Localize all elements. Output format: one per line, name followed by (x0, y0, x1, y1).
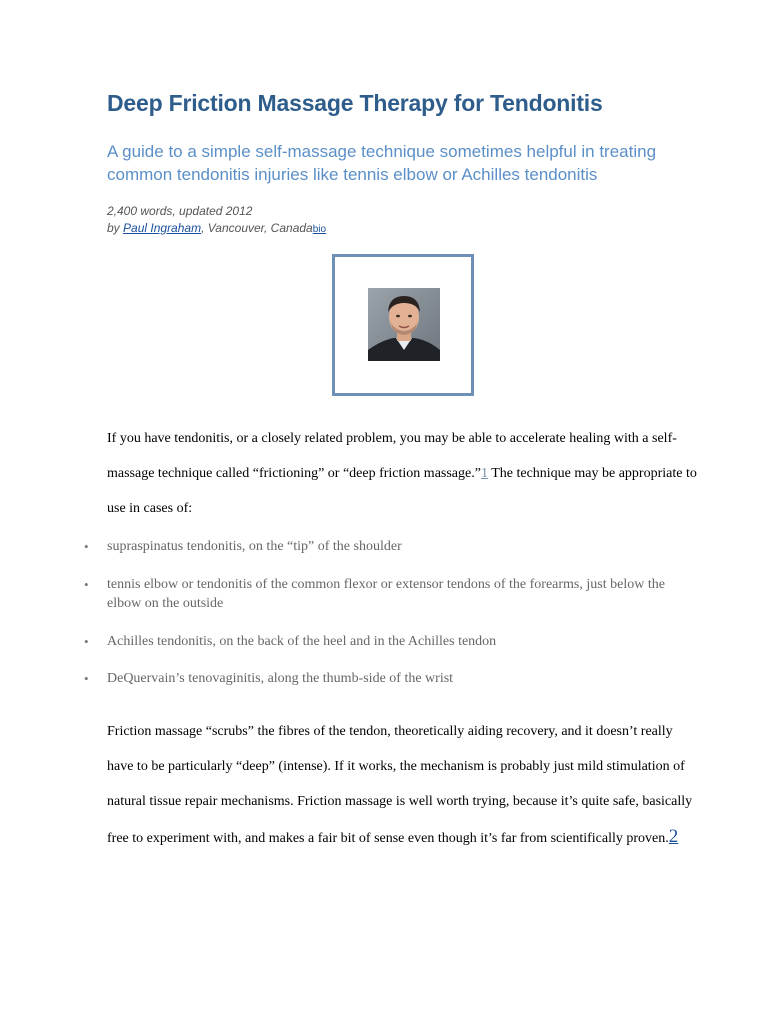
article-stats: 2,400 words, updated 2012 (107, 204, 253, 218)
page-title: Deep Friction Massage Therapy for Tendonitis (107, 90, 603, 116)
footnote-link-1[interactable]: 1 (480, 466, 488, 481)
body-paragraph (107, 714, 697, 856)
list-item-text: DeQuervain’s tenovaginitis, along the thumb-side of the wrist (107, 671, 454, 686)
bio-link[interactable]: bio (312, 224, 327, 235)
bullet-icon: • (84, 671, 89, 686)
intro-text-continued: The technique may be appropriate to use in cases of: (107, 466, 697, 516)
page-subtitle: A guide to a simple self-massage technique sometimes helpful in treating common tendonitis injuries like tennis elbow or Achilles tendonitis (107, 142, 657, 184)
bullet-icon: • (84, 634, 89, 649)
intro-paragraph (107, 421, 697, 526)
author-location: , Vancouver, Canada (201, 221, 313, 235)
author-link[interactable]: Paul Ingraham (123, 221, 202, 235)
author-portrait-image (368, 288, 440, 361)
bullet-icon: • (84, 539, 89, 554)
byline (107, 220, 627, 238)
byline-prefix: by (107, 221, 120, 235)
footnote-link-2[interactable]: 2 (668, 826, 679, 847)
list-item-text: Achilles tendonitis, on the back of the heel and in the Achilles tendon (107, 634, 497, 649)
author-portrait (368, 288, 440, 361)
bullet-icon: • (84, 577, 89, 592)
list-item-text: supraspinatus tendonitis, on the “tip” of the shoulder (107, 539, 402, 554)
author-photo-frame (332, 254, 474, 396)
body-text: Friction massage “scrubs” the fibres of the tendon, theoretically aiding recovery, and it doesn’t really have to be particularly “deep” (intense). If it works, the mechanism is probably just mild stimulation of natural tissue repair mechanisms. Friction massage is well worth trying, because it’s quite safe, basically free to experiment with, and makes a fair bit of sense even though it’s far from scientifically proven. (107, 724, 693, 846)
list-item-text: tennis elbow or tendonitis of the common flexor or extensor tendons of the forearms, just below the elbow on the outside (107, 577, 665, 611)
intro-text: If you have tendonitis, or a closely related problem, you may be able to accelerate healing with a self-massage technique called “frictioning” or “deep friction massage.” (107, 431, 677, 481)
article-meta (107, 203, 627, 238)
